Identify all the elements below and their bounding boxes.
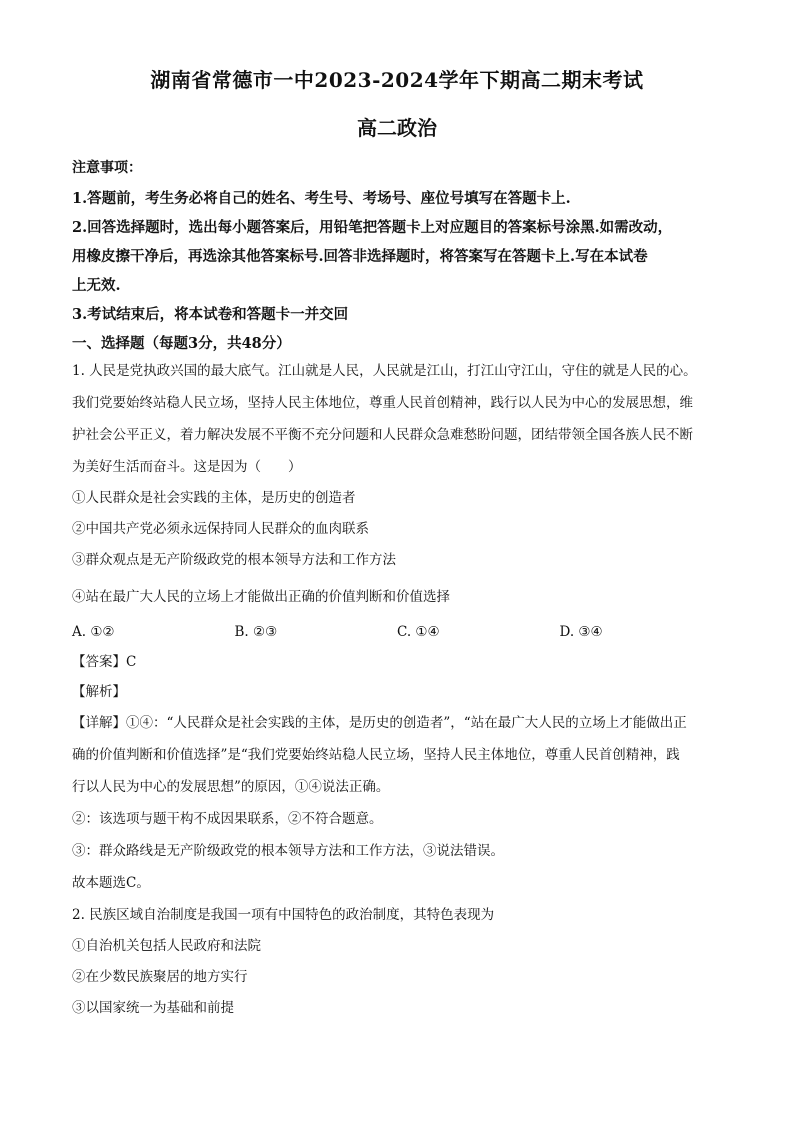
section-heading: 一、选择题（每题3分，共48分） [72,335,291,352]
q2-option-3: ③以国家统一为基础和前提 [72,1000,234,1016]
q1-stem-line-1: 1. 人民是党执政兴国的最大底气。江山就是人民，人民就是江山，打江山守江山，守住的就是人民的心。 [72,363,697,379]
note-item-2-line-2: 用橡皮擦干净后，再选涂其他答案标号.回答非选择题时，将答案写在答题卡上.写在本试卷 [72,248,648,265]
note-item-2-line-1: 2.回答选择题时，选出每小题答案后，用铅笔把答题卡上对应题目的答案标号涂黑.如需改动， [72,219,673,236]
q1-detail-line-4: ②：该选项与题干构不成因果联系，②不符合题意。 [72,811,383,827]
q1-stem-line-2: 我们党要始终站稳人民立场，坚持人民主体地位，尊重人民首创精神，践行以人民为中心的发展思想，维 [72,395,693,411]
q1-analysis-label: 【解析】 [72,684,126,700]
exam-subtitle: 高二政治 [357,116,437,140]
note-item-2-line-3: 上无效. [72,277,121,294]
q1-detail-line-1: 【详解】①④：“人民群众是社会实践的主体，是历史的创造者”，“站在最广大人民的立场上才能做出正 [72,715,687,731]
q1-choice-d: D. ③④ [559,624,603,640]
notes-heading: 注意事项： [72,160,142,176]
notes-block [72,158,722,329]
exam-title: 湖南省常德市一中2023-2024学年下期高二期末考试 [150,68,644,92]
q1-answer: 【答案】C [72,654,137,670]
note-item-1: 1.答题前，考生务必将自己的姓名、考生号、考场号、座位号填写在答题卡上. [72,190,571,207]
q1-stem-line-4: 为美好生活而奋斗。这是因为（ ） [72,459,302,475]
q1-option-4: ④站在最广大人民的立场上才能做出正确的价值判断和价值选择 [72,589,450,605]
question-2 [72,899,722,1024]
question-1 [72,355,722,899]
q2-option-2: ②在少数民族聚居的地方实行 [72,969,248,985]
q2-option-1: ①自治机关包括人民政府和法院 [72,938,261,954]
q1-option-3: ③群众观点是无产阶级政党的根本领导方法和工作方法 [72,552,396,568]
q1-detail-line-3: 行以人民为中心的发展思想”的原因，①④说法正确。 [72,779,390,795]
q1-detail-line-5: ③：群众路线是无产阶级政党的根本领导方法和工作方法，③说法错误。 [72,843,504,859]
q1-stem-line-3: 护社会公平正义，着力解决发展不平衡不充分问题和人民群众急难愁盼问题，团结带领全国各族人民不断 [72,427,693,443]
q1-detail-line-2: 确的价值判断和价值选择”是“我们党要始终站稳人民立场，坚持人民主体地位，尊重人民首创精神，践 [72,747,680,763]
q1-option-1: ①人民群众是社会实践的主体，是历史的创造者 [72,490,356,506]
q1-choice-c: C. ①④ [397,624,440,640]
q1-choice-a: A. ①② [72,624,115,640]
q1-choices [72,617,722,647]
q2-stem: 2. 民族区域自治制度是我国一项有中国特色的政治制度，其特色表现为 [72,907,495,923]
q1-conclusion: 故本题选C。 [72,875,150,891]
q1-option-2: ②中国共产党必须永远保持同人民群众的血肉联系 [72,521,369,537]
q1-choice-b: B. ②③ [234,624,278,640]
note-item-3: 3.考试结束后，将本试卷和答题卡一并交回 [72,306,349,323]
